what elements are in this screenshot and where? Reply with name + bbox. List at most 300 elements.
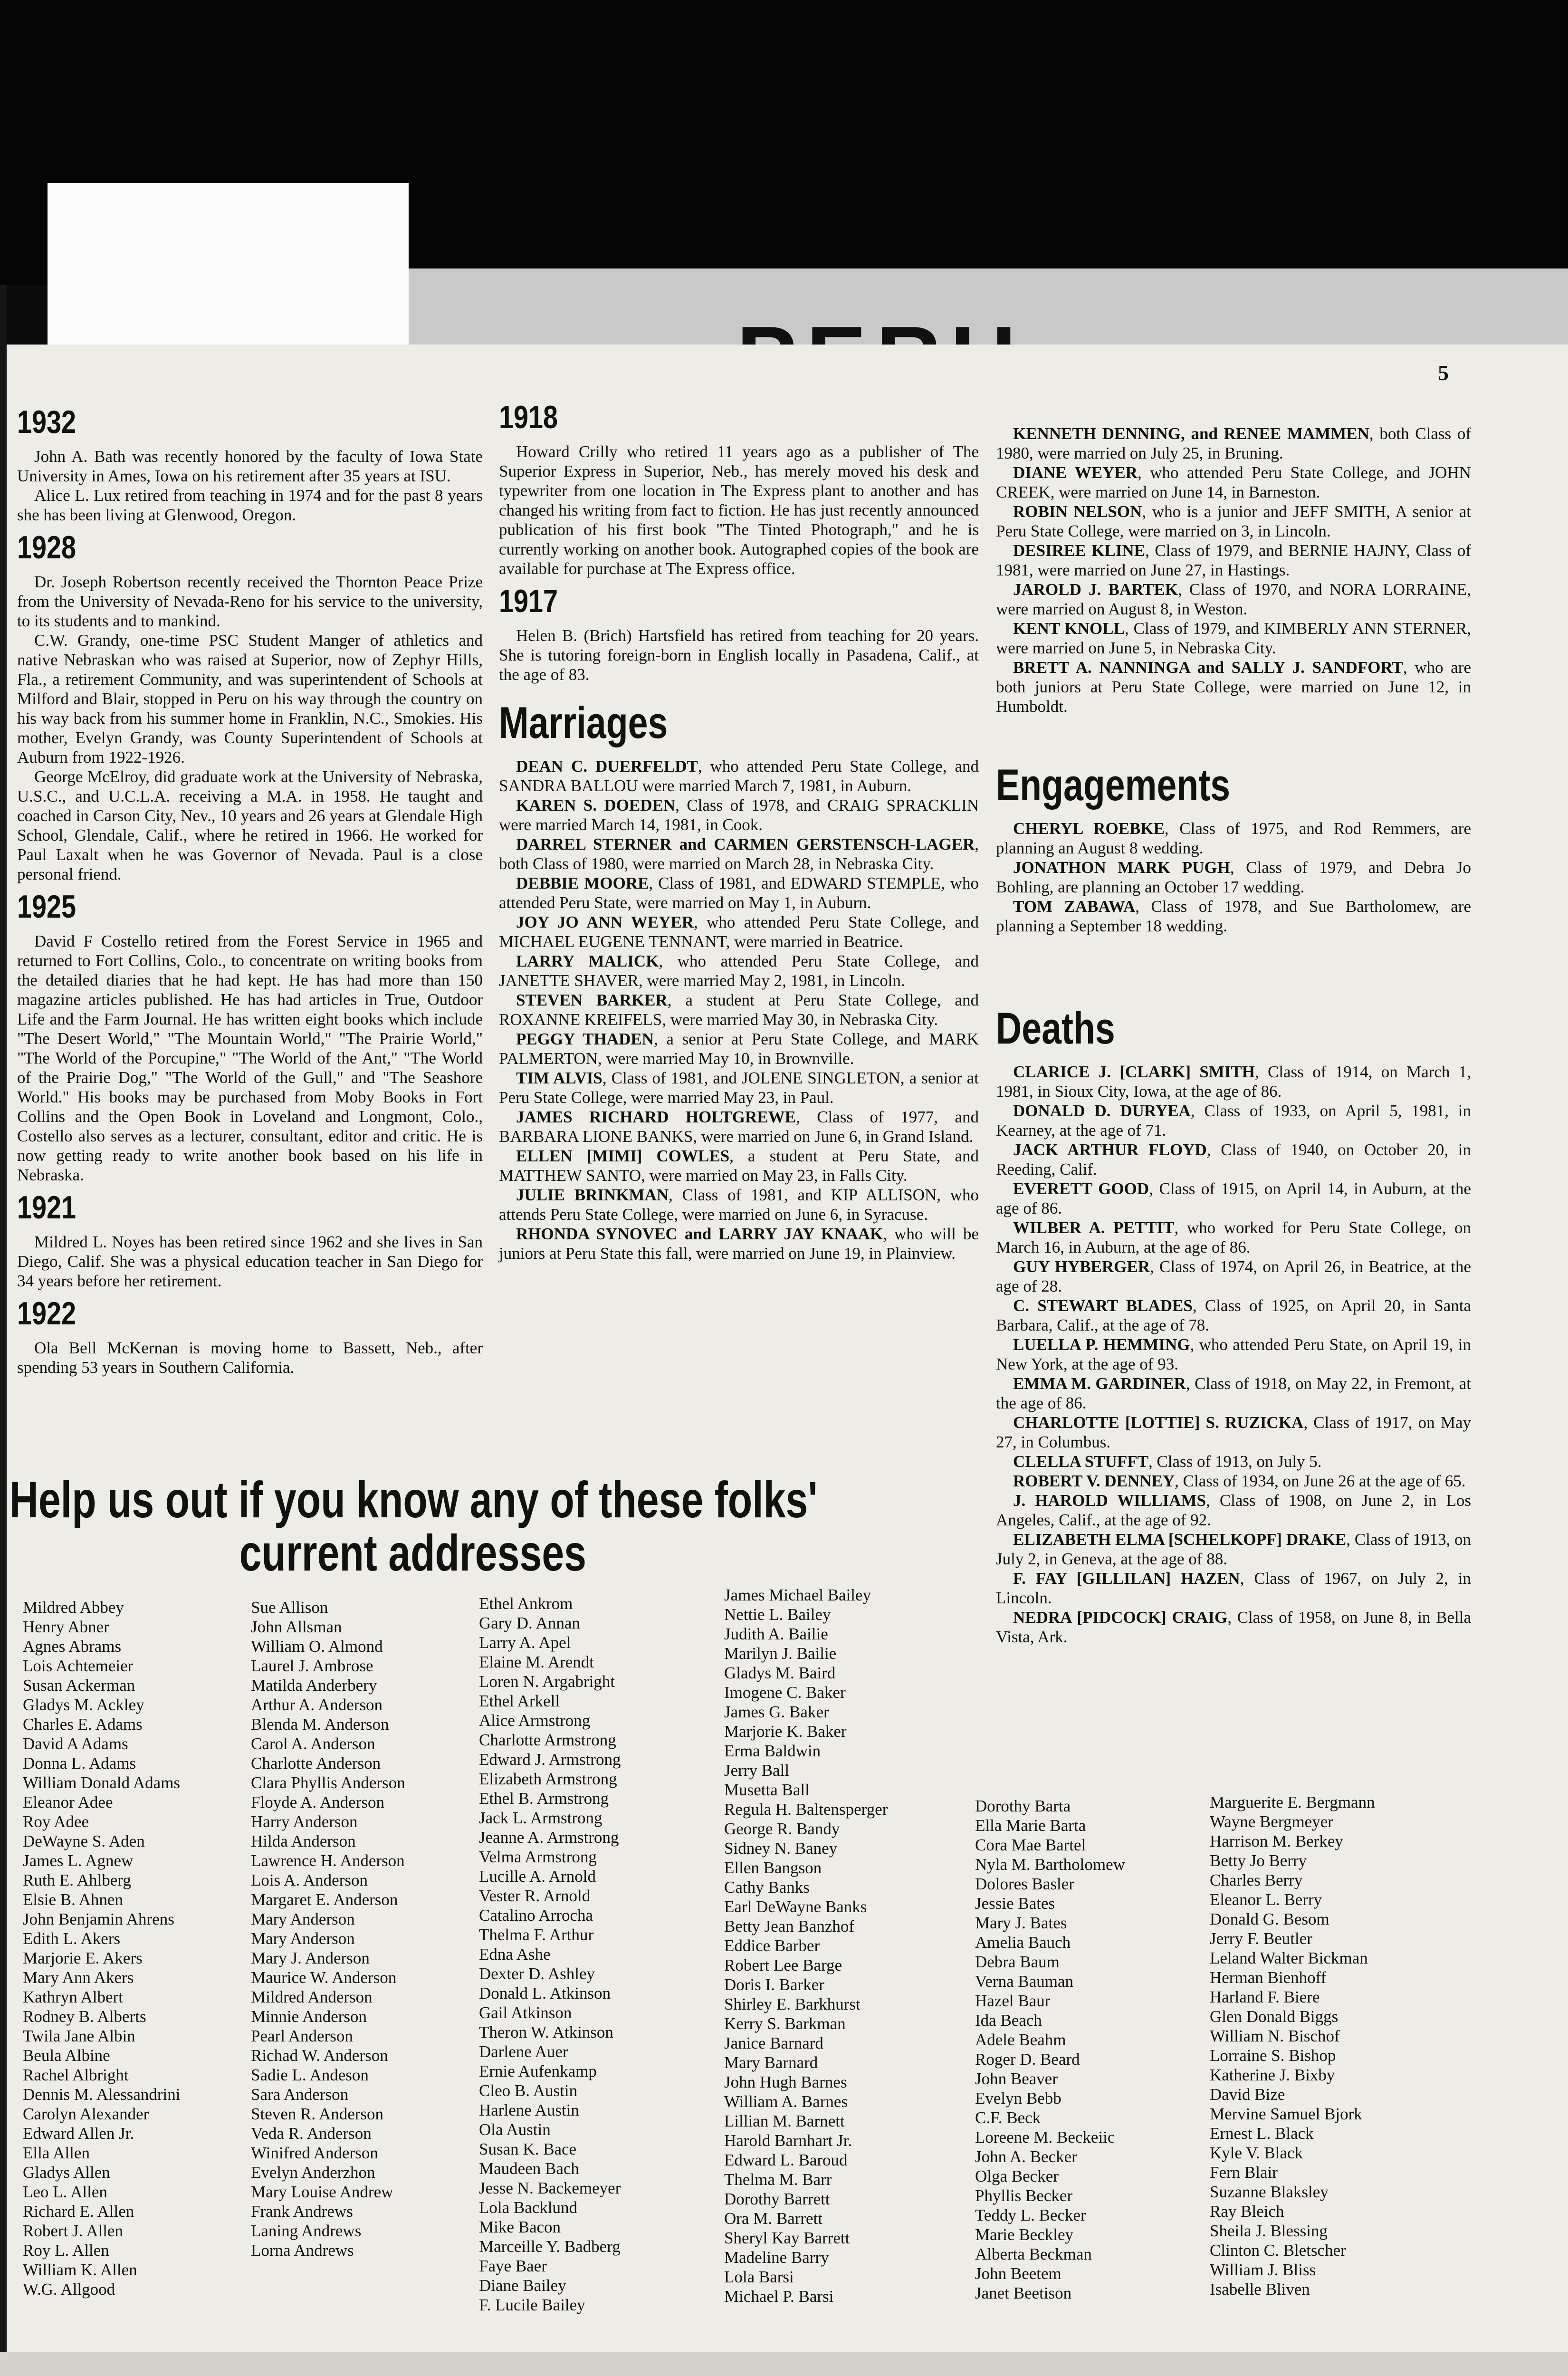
name-list-item: Richad W. Anderson	[251, 2046, 388, 2065]
name-list-item: Mary J. Anderson	[251, 1949, 370, 1967]
entry-text: , a senior at Peru State College, and MARK PALMERTON, were married May 10, in Brownville.	[499, 1030, 979, 1068]
name-list-item: Harlene Austin	[479, 2101, 579, 2119]
name-list-item: Nyla M. Bartholomew	[975, 1855, 1125, 1874]
name-list-item: William N. Bischof	[1210, 2027, 1340, 2045]
name-list-item: Marie Beckley	[975, 2225, 1073, 2244]
name-list-item: William A. Barnes	[724, 2092, 848, 2111]
name-list-item: Wayne Bergmeyer	[1210, 1812, 1333, 1831]
class-note-paragraph: Howard Crilly who retired 11 years ago as a publisher of The Superior Express in Superior, Neb., has merely moved his desk and typewriter from one location in The Express plant to another and has changed his writing from fact to fiction. He has just recently announced publication of his first book "The Tinted Photograph," and he is currently working on another book. Autographed copies of the book are available for purchase at The Express office.	[499, 442, 979, 578]
marriage-entry	[996, 541, 1471, 580]
class-note-paragraph: Dr. Joseph Robertson recently received the Thornton Peace Prize from the University of Nevada-Reno for his service to the university, to its students and to mankind.	[17, 573, 483, 630]
marriage-entry	[499, 912, 979, 951]
name-list-item: Leland Walter Bickman	[1210, 1949, 1368, 1967]
name-list-item: Dolores Basler	[975, 1875, 1074, 1893]
entry-names: NEDRA [PIDCOCK] CRAIG	[1013, 1608, 1228, 1627]
marriage-entry	[499, 1185, 979, 1224]
entry-names: CHARLOTTE [LOTTIE] S. RUZICKA	[1013, 1413, 1304, 1432]
entry-names: DARREL STERNER and CARMEN GERSTENSCH-LAGER	[516, 835, 975, 853]
entry-names: KENT KNOLL	[1013, 619, 1125, 638]
name-list-item: Lucille A. Arnold	[479, 1867, 596, 1886]
name-list-item: Mike Bacon	[479, 2218, 561, 2236]
name-list-item: Earl DeWayne Banks	[724, 1897, 867, 1916]
name-list-item: Betty Jo Berry	[1210, 1851, 1307, 1870]
deaths-heading: Deaths	[996, 1003, 1115, 1053]
entry-text: , Class of 1914, on March 1, 1981, in Sioux City, Iowa, at the age of 86.	[996, 1063, 1471, 1101]
page-number: 5	[1438, 361, 1449, 385]
name-list-item: James G. Baker	[724, 1703, 829, 1721]
name-list-item: David A Adams	[23, 1734, 128, 1753]
name-list-item: Margaret E. Anderson	[251, 1890, 398, 1909]
class-year-heading: 1928	[17, 529, 76, 565]
name-list-item: Jerry Ball	[724, 1761, 790, 1780]
names-column-3	[479, 1594, 621, 2315]
name-list-item: Imogene C. Baker	[724, 1683, 846, 1702]
death-entry	[996, 1374, 1471, 1413]
class-note-paragraph: Mildred L. Noyes has been retired since 1962 and she lives in San Diego, Calif. She was a physical education teacher in San Diego for 34 years before her retirement.	[17, 1233, 483, 1290]
entry-text: , Class of 1981, and JOLENE SINGLETON, a senior at Peru State College, were married May 23, in Paul.	[499, 1069, 979, 1107]
headline-line-2: current addresses	[239, 1524, 587, 1581]
entry-names: DESIREE KLINE	[1013, 541, 1146, 560]
name-list-item: Arthur A. Anderson	[251, 1696, 383, 1714]
name-list-item: John A. Becker	[975, 2147, 1077, 2166]
name-list-item: Isabelle Bliven	[1210, 2280, 1310, 2299]
name-list-item: Cathy Banks	[724, 1878, 810, 1897]
name-list-item: Ida Beach	[975, 2011, 1042, 2030]
entry-text: , who worked for Peru State College, on March 16, in Auburn, at the age of 86.	[996, 1218, 1471, 1256]
name-list-item: Amelia Bauch	[975, 1933, 1071, 1952]
name-list-item: Edith L. Akers	[23, 1929, 121, 1948]
name-list-item: Ray Bleich	[1210, 2202, 1284, 2221]
name-list-item: Sue Allison	[251, 1598, 328, 1617]
name-list-item: Teddy L. Becker	[975, 2206, 1086, 2224]
entry-names: ROBIN NELSON	[1013, 502, 1142, 521]
entry-names: DEAN C. DUERFELDT	[516, 757, 698, 776]
class-note-paragraph: Helen B. (Brich) Hartsfield has retired from teaching for 20 years. She is tutoring foreign-born in English locally in Pasadena, Calif., at the age of 83.	[499, 626, 979, 684]
name-list-item: W.G. Allgood	[23, 2280, 115, 2299]
name-list-item: Dorothy Barrett	[724, 2190, 830, 2208]
name-list-item: Regula H. Baltensperger	[724, 1800, 888, 1819]
name-list-item: Ella Allen	[23, 2144, 90, 2162]
missing-addresses-headline	[10, 1473, 817, 1580]
name-list-item: Ethel B. Armstrong	[479, 1789, 609, 1808]
death-entry	[996, 1062, 1471, 1101]
death-entry	[996, 1569, 1471, 1608]
entry-text: , Class of 1917, on May 27, in Columbus.	[996, 1413, 1471, 1451]
name-list-item: Judith A. Bailie	[724, 1625, 828, 1643]
name-list-item: Velma Armstrong	[479, 1848, 597, 1866]
name-list-item: DeWayne S. Aden	[23, 1832, 145, 1850]
name-list-item: Charles Berry	[1210, 1871, 1303, 1889]
entry-names: JACK ARTHUR FLOYD	[1013, 1140, 1207, 1159]
name-list-item: Mervine Samuel Bjork	[1210, 2105, 1362, 2123]
name-list-item: James Michael Bailey	[724, 1586, 871, 1604]
entry-text: , Class of 1979, and KIMBERLY ANN STERNER, were married on June 5, in Nebraska City.	[996, 619, 1471, 657]
middle-column	[499, 394, 979, 1263]
death-entry	[996, 1491, 1471, 1530]
entry-names: ROBERT V. DENNEY	[1013, 1472, 1175, 1490]
marriage-entry	[499, 951, 979, 990]
engagements-list	[996, 819, 1471, 936]
entry-names: CLARICE J. [CLARK] SMITH	[1013, 1063, 1255, 1081]
name-list-item: Suzanne Blaksley	[1210, 2183, 1329, 2201]
name-list-item: Alice Armstrong	[479, 1711, 591, 1730]
class-note-paragraph: George McElroy, did graduate work at the University of Nebraska, U.S.C., and U.C.L.A. receiving a M.A. in 1958. He taught and coached in Carson City, Nev., 10 years and 26 years at Glendale High School, Glendale, Calif., where he retired in 1966. He worked for Paul Laxalt when he was Governor of Nevada. Paul is a close personal friend.	[17, 767, 483, 883]
entry-names: KENNETH DENNING, and RENEE MAMMEN	[1013, 424, 1369, 443]
class-note-paragraph: John A. Bath was recently honored by the faculty of Iowa State University in Ames, Iowa on his retirement after 35 years at ISU.	[17, 447, 483, 485]
name-list-item: F. Lucile Bailey	[479, 2296, 585, 2314]
name-list-item: Adele Beahm	[975, 2031, 1066, 2049]
name-list-item: Lillian M. Barnett	[724, 2112, 845, 2130]
name-list-item: Ernie Aufenkamp	[479, 2062, 597, 2080]
name-list-item: Rodney B. Alberts	[23, 2007, 146, 2026]
name-list-item: Ella Marie Barta	[975, 1816, 1086, 1835]
name-list-item: Janice Barnard	[724, 2034, 823, 2052]
name-list-item: Darlene Auer	[479, 2042, 568, 2061]
entry-text: , Class of 1933, on April 5, 1981, in Kearney, at the age of 71.	[996, 1102, 1471, 1140]
name-list-item: John Benjamin Ahrens	[23, 1910, 174, 1928]
name-list-item: Blenda M. Anderson	[251, 1715, 389, 1734]
entry-text: , who attended Peru State College, and SANDRA BALLOU were married March 7, 1981, in Auburn.	[499, 757, 979, 795]
name-list-item: Larry A. Apel	[479, 1633, 571, 1652]
marriage-entry	[996, 658, 1471, 716]
name-list-item: Carol A. Anderson	[251, 1734, 375, 1753]
name-list-item: William J. Bliss	[1210, 2261, 1316, 2279]
entry-names: GUY HYBERGER	[1013, 1257, 1150, 1276]
entry-names: PEGGY THADEN	[516, 1030, 654, 1048]
death-entry	[996, 1140, 1471, 1179]
masthead-strip	[409, 268, 1568, 349]
class-year-heading: 1922	[17, 1295, 76, 1332]
class-year-heading: 1925	[17, 889, 76, 925]
name-list-item: Mildred Anderson	[251, 1988, 373, 2006]
name-list-item: Sheryl Kay Barrett	[724, 2229, 850, 2247]
marriage-entry	[499, 873, 979, 912]
name-list-item: Betty Jean Banzhof	[724, 1917, 855, 1935]
class-note-paragraph: David F Costello retired from the Forest Service in 1965 and returned to Fort Collins, Colo., to concentrate on writing books from the detailed diaries that he had kept. He has had more than 150 magazine articles published. He has had articles in True, Outdoor Life and the Farm Journal. He has written eight books which include "The Desert World," "The Mountain World," "The Prairie World," "The World of the Porcupine," "The World of the Ant," "The World of the Prairie Dog," "The World of the Gull," and "The Seashore World." His books may be purchased from Moby Books in Fort Collins and the Open Book in Loveland and Longmont, Colo., Costello also serves as a lecturer, consultant, editor and critic. He is now getting ready to write another book based on his life in Nebraska.	[17, 932, 483, 1184]
name-list-item: Erma Baldwin	[724, 1742, 821, 1760]
name-list-item: Herman Bienhoff	[1210, 1968, 1327, 1987]
name-list-item: Ellen Bangson	[724, 1859, 822, 1877]
entry-text: , who attended Peru State, on April 19, in New York, at the age of 93.	[996, 1335, 1471, 1373]
entry-text: , both Class of 1980, were married on July 25, in Bruning.	[996, 424, 1471, 462]
name-list-item: Twila Jane Albin	[23, 2027, 135, 2045]
entry-names: DONALD D. DURYEA	[1013, 1102, 1191, 1120]
name-list-item: Ernest L. Black	[1210, 2124, 1314, 2143]
name-list-item: Jack L. Armstrong	[479, 1809, 602, 1827]
name-list-item: Laning Andrews	[251, 2222, 362, 2240]
marriage-entry	[499, 990, 979, 1029]
entry-text: , Class of 1967, on July 2, in Lincoln.	[996, 1569, 1471, 1607]
name-list-item: Gail Atkinson	[479, 2003, 572, 2022]
name-list-item: Rachel Albright	[23, 2066, 129, 2084]
name-list-item: Gary D. Annan	[479, 1614, 580, 1632]
name-list-item: Mary Ann Akers	[23, 1968, 134, 1987]
name-list-item: Sidney N. Baney	[724, 1839, 838, 1858]
name-list-item: Donald L. Atkinson	[479, 1984, 611, 2002]
name-list-item: Eleanor Adee	[23, 1793, 113, 1811]
page-bottom-stain	[0, 2352, 1568, 2376]
name-list-item: Gladys M. Ackley	[23, 1696, 144, 1714]
marriages-list	[499, 757, 979, 1263]
name-list-item: Kathryn Albert	[23, 1988, 123, 2006]
name-list-item: Ethel Ankrom	[479, 1594, 573, 1613]
names-column-2	[251, 1598, 405, 2260]
name-list-item: Harold Barnhart Jr.	[724, 2131, 852, 2150]
name-list-item: Elizabeth Armstrong	[479, 1770, 617, 1788]
entry-text: , Class of 1979, and BERNIE HAJNY, Class of 1981, were married on June 27, in Hastings.	[996, 541, 1471, 579]
entry-text: , Class of 1975, and Rod Remmers, are planning an August 8 wedding.	[996, 819, 1471, 857]
name-list-item: William K. Allen	[23, 2261, 137, 2279]
paper-label	[48, 183, 409, 364]
name-list-item: Robert Lee Barge	[724, 1956, 842, 1974]
name-list-item: Diane Bailey	[479, 2276, 566, 2295]
name-list-item: Doris I. Barker	[724, 1975, 824, 1994]
name-list-item: Gladys M. Baird	[724, 1664, 836, 1682]
name-list-item: Lois A. Anderson	[251, 1871, 368, 1889]
marriage-entry	[996, 424, 1471, 463]
entry-names: ELLEN [MIMI] COWLES	[516, 1147, 730, 1165]
entry-names: EMMA M. GARDINER	[1013, 1374, 1186, 1393]
name-list-item: Ruth E. Ahlberg	[23, 1871, 131, 1889]
entry-text: , who attended Peru State College, and MICHAEL EUGENE TENNANT, were married in Beatrice.	[499, 913, 979, 951]
name-list-item: Phyllis Becker	[975, 2186, 1073, 2205]
marriage-entry	[996, 463, 1471, 502]
name-list-item: Floyde A. Anderson	[251, 1793, 384, 1811]
entry-text: , Class of 1934, on June 26 at the age of 65.	[1175, 1472, 1466, 1490]
marriage-entry	[499, 1029, 979, 1068]
marriage-entry	[499, 1068, 979, 1107]
name-list-item: Theron W. Atkinson	[479, 2023, 613, 2041]
name-list-item: Hazel Baur	[975, 1992, 1051, 2010]
name-list-item: Katherine J. Bixby	[1210, 2066, 1335, 2084]
death-entry	[996, 1452, 1471, 1471]
entry-text: , Class of 1958, on June 8, in Bella Vista, Ark.	[996, 1608, 1472, 1646]
name-list-item: Harland F. Biere	[1210, 1988, 1320, 2006]
right-column	[996, 424, 1471, 1647]
name-list-item: Mary J. Bates	[975, 1914, 1067, 1932]
name-list-item: Hilda Anderson	[251, 1832, 356, 1850]
name-list-item: John Allsman	[251, 1618, 342, 1636]
entry-names: EVERETT GOOD	[1013, 1179, 1149, 1198]
name-list-item: Edward L. Baroud	[724, 2151, 848, 2169]
name-list-item: Elaine M. Arendt	[479, 1653, 594, 1671]
death-entry	[996, 1471, 1471, 1491]
name-list-item: Sheila J. Blessing	[1210, 2222, 1328, 2240]
name-list-item: Carolyn Alexander	[23, 2105, 149, 2123]
entry-text: , who is a junior and JEFF SMITH, A senior at Peru State College, were married on 3, in Lincoln.	[996, 502, 1472, 540]
entry-text: , Class of 1908, on June 2, in Los Angeles, Calif., at the age of 92.	[996, 1491, 1471, 1529]
name-list-item: Sara Anderson	[251, 2085, 349, 2104]
entry-names: DEBBIE MOORE	[516, 874, 649, 892]
name-list-item: Verna Bauman	[975, 1972, 1074, 1991]
name-list-item: Glen Donald Biggs	[1210, 2007, 1339, 2026]
class-note-paragraph: C.W. Grandy, one-time PSC Student Manger of athletics and native Nebraskan who was raised at Superior, now of Zephyr Hills, Fla., a retirement Community, and was superintendent of Schools at Milford and Blair, stopped in Peru on his way through the country on his way back from his summer home in Franklin, N.C., Smokies. His mother, Evelyn Grandy, was County Superintendent of Schools at Auburn from 1922-1926.	[17, 631, 483, 766]
name-list-item: Minnie Anderson	[251, 2007, 367, 2026]
name-list-item: Mary Anderson	[251, 1910, 355, 1928]
name-list-item: Kerry S. Barkman	[724, 2014, 846, 2033]
name-list-item: Lorna Andrews	[251, 2241, 354, 2260]
marriage-entry	[996, 619, 1471, 658]
name-list-item: Eddice Barber	[724, 1936, 820, 1955]
name-list-item: John Beetem	[975, 2264, 1061, 2283]
name-list-item: Charlotte Anderson	[251, 1754, 381, 1772]
name-list-item: Nettie L. Bailey	[724, 1605, 831, 1624]
name-list-item: James L. Agnew	[23, 1851, 134, 1870]
entry-text: , Class of 1913, on July 5.	[1148, 1452, 1322, 1471]
class-notes-column	[17, 399, 483, 1377]
marriage-entry	[499, 757, 979, 795]
name-list-item: Lorraine S. Bishop	[1210, 2046, 1336, 2065]
entry-text: , Class of 1979, and Debra Jo Bohling, are planning an October 17 wedding.	[996, 858, 1472, 896]
name-list-item: Dexter D. Ashley	[479, 1964, 595, 1983]
entry-names: JAROLD J. BARTEK	[1013, 580, 1178, 599]
name-list-item: Henry Abner	[23, 1618, 109, 1636]
entry-text: , Class of 1977, and BARBARA LIONE BANKS, were married on June 6, in Grand Island.	[499, 1108, 979, 1146]
name-list-item: Evelyn Anderzhon	[251, 2163, 375, 2182]
entry-names: KAREN S. DOEDEN	[516, 796, 676, 814]
entry-text: , Class of 1974, on April 26, in Beatrice, at the age of 28.	[996, 1257, 1471, 1295]
marriage-entry	[499, 834, 979, 873]
name-list-item: Roger D. Beard	[975, 2050, 1080, 2069]
name-list-item: Matilda Anderbery	[251, 1676, 377, 1695]
name-list-item: Loreene M. Beckeiic	[975, 2128, 1115, 2146]
names-column-4	[724, 1585, 888, 2306]
name-list-item: Lola Barsi	[724, 2268, 794, 2286]
entry-names: CLELLA STUFFT	[1013, 1452, 1148, 1471]
entry-names: F. FAY [GILLILAN] HAZEN	[1013, 1569, 1240, 1588]
name-list-item: John Hugh Barnes	[724, 2073, 847, 2091]
name-list-item: Jerry F. Beutler	[1210, 1929, 1312, 1948]
name-list-item: Sadie L. Andeson	[251, 2066, 369, 2084]
entry-text: , Class of 1978, and CRAIG SPRACKLIN were married March 14, 1981, in Cook.	[499, 796, 979, 834]
engagements-heading: Engagements	[996, 760, 1231, 810]
name-list-item: Janet Beetison	[975, 2284, 1072, 2302]
name-list-item: Vester R. Arnold	[479, 1887, 591, 1905]
name-list-item: William O. Almond	[251, 1637, 383, 1656]
death-entry	[996, 1218, 1471, 1257]
name-list-item: Steven R. Anderson	[251, 2105, 384, 2123]
name-list-item: Ola Austin	[479, 2120, 551, 2139]
name-list-item: Ora M. Barrett	[724, 2209, 823, 2228]
name-list-item: John Beaver	[975, 2069, 1058, 2088]
name-list-item: Laurel J. Ambrose	[251, 1657, 373, 1675]
entry-names: JULIE BRINKMAN	[516, 1186, 669, 1204]
binding-edge	[0, 285, 7, 2376]
name-list-item: Agnes Abrams	[23, 1637, 122, 1656]
name-list-item: Marjorie K. Baker	[724, 1722, 847, 1741]
entry-names: J. HAROLD WILLIAMS	[1013, 1491, 1206, 1510]
name-list-item: Shirley E. Barkhurst	[724, 1995, 860, 2013]
name-list-item: Gladys Allen	[23, 2163, 110, 2182]
death-entry	[996, 1296, 1471, 1335]
class-note-paragraph: Alice L. Lux retired from teaching in 1974 and for the past 8 years she has been living at Glenwood, Oregon.	[17, 486, 483, 524]
name-list-item: Clara Phyllis Anderson	[251, 1773, 405, 1792]
entry-text: , who attended Peru State College, and JANETTE SHAVER, were married May 2, 1981, in Lincoln.	[499, 952, 979, 990]
death-entry	[996, 1101, 1471, 1140]
entry-text: , Class of 1925, on April 20, in Santa Barbara, Calif., at the age of 78.	[996, 1296, 1471, 1334]
name-list-item: Donald G. Besom	[1210, 1910, 1329, 1928]
marriages-continued-list	[996, 424, 1471, 716]
engagement-entry	[996, 819, 1471, 858]
entry-text: , Class of 1940, on October 20, in Reeding, Calif.	[996, 1140, 1471, 1178]
name-list-item: Jeanne A. Armstrong	[479, 1828, 619, 1847]
name-list-item: Mary Anderson	[251, 1929, 355, 1948]
name-list-item: Marguerite E. Bergmann	[1210, 1793, 1375, 1811]
name-list-item: Susan Ackerman	[23, 1676, 135, 1695]
death-entry	[996, 1257, 1471, 1296]
entry-text: , Class of 1981, and EDWARD STEMPLE, who attended Peru State, were married on May 1, in Auburn.	[499, 874, 979, 912]
name-list-item: Mildred Abbey	[23, 1598, 124, 1617]
entry-names: BRETT A. NANNINGA and SALLY J. SANDFORT	[1013, 658, 1403, 677]
marriage-entry	[499, 1224, 979, 1263]
marriage-entry	[499, 1146, 979, 1185]
class-year-heading: 1918	[499, 399, 558, 435]
name-list-item: Jessie Bates	[975, 1894, 1055, 1913]
name-list-item: Thelma M. Barr	[724, 2170, 832, 2189]
name-list-item: Eleanor L. Berry	[1210, 1890, 1322, 1909]
name-list-item: Donna L. Adams	[23, 1754, 136, 1772]
entry-text: , Class of 1981, and KIP ALLISON, who attends Peru State College, were married on June 6, in Syracuse.	[499, 1186, 979, 1224]
class-note-paragraph: Ola Bell McKernan is moving home to Bassett, Neb., after spending 53 years in Southern California.	[17, 1339, 483, 1377]
entry-names: JONATHON MARK PUGH	[1013, 858, 1230, 877]
marriages-heading: Marriages	[499, 698, 668, 747]
middle-class-notes	[499, 397, 979, 684]
entry-names: TIM ALVIS	[516, 1069, 602, 1087]
name-list-item: Mary Louise Andrew	[251, 2183, 393, 2201]
name-list-item: Lawrence H. Anderson	[251, 1851, 405, 1870]
name-list-item: Alberta Beckman	[975, 2245, 1092, 2263]
engagement-entry	[996, 858, 1471, 897]
entry-text: , a student at Peru State College, and ROXANNE KREIFELS, were married May 30, in Nebraska City.	[499, 991, 979, 1029]
name-list-item: Evelyn Bebb	[975, 2089, 1061, 2108]
name-list-item: David Bize	[1210, 2085, 1285, 2104]
death-entry	[996, 1179, 1471, 1218]
name-list-item: Dorothy Barta	[975, 1797, 1071, 1815]
deaths-list	[996, 1062, 1471, 1647]
name-list-item: Kyle V. Black	[1210, 2144, 1303, 2162]
names-column-6	[1210, 1792, 1375, 2299]
entry-names: TOM ZABAWA	[1013, 897, 1136, 916]
death-entry	[996, 1608, 1471, 1647]
entry-names: JAMES RICHARD HOLTGREWE	[516, 1108, 796, 1126]
name-list-item: Lola Backlund	[479, 2198, 578, 2217]
name-list-item: Loren N. Argabright	[479, 1672, 615, 1691]
entry-names: LUELLA P. HEMMING	[1013, 1335, 1190, 1354]
name-list-item: Edna Ashe	[479, 1945, 551, 1964]
class-year-heading: 1917	[499, 583, 558, 619]
name-list-item: Fern Blair	[1210, 2163, 1278, 2182]
name-list-item: Charles E. Adams	[23, 1715, 143, 1734]
death-entry	[996, 1530, 1471, 1569]
entry-text: , Class of 1913, on July 2, in Geneva, at the age of 88.	[996, 1530, 1472, 1568]
name-list-item: Susan K. Bace	[479, 2140, 577, 2158]
name-list-item: Cora Mae Bartel	[975, 1836, 1086, 1854]
name-list-item: Jesse N. Backemeyer	[479, 2179, 621, 2197]
entry-names: RHONDA SYNOVEC and LARRY JAY KNAAK	[516, 1225, 883, 1243]
name-list-item: Thelma F. Arthur	[479, 1926, 594, 1944]
marriage-entry	[996, 502, 1471, 541]
name-list-item: Edward J. Armstrong	[479, 1750, 621, 1769]
entry-text: , Class of 1978, and Sue Bartholomew, are planning a September 18 wedding.	[996, 897, 1471, 935]
name-list-item: Olga Becker	[975, 2167, 1059, 2185]
entry-names: STEVEN BARKER	[516, 991, 668, 1009]
entry-names: CHERYL ROEBKE	[1013, 819, 1165, 838]
name-list-item: Elsie B. Ahnen	[23, 1890, 123, 1909]
name-list-item: Leo L. Allen	[23, 2183, 107, 2201]
entry-names: DIANE WEYER	[1013, 463, 1138, 482]
name-list-item: Pearl Anderson	[251, 2027, 353, 2045]
entry-text: , who will be juniors at Peru State this fall, were married on June 19, in Plainview.	[499, 1225, 979, 1263]
